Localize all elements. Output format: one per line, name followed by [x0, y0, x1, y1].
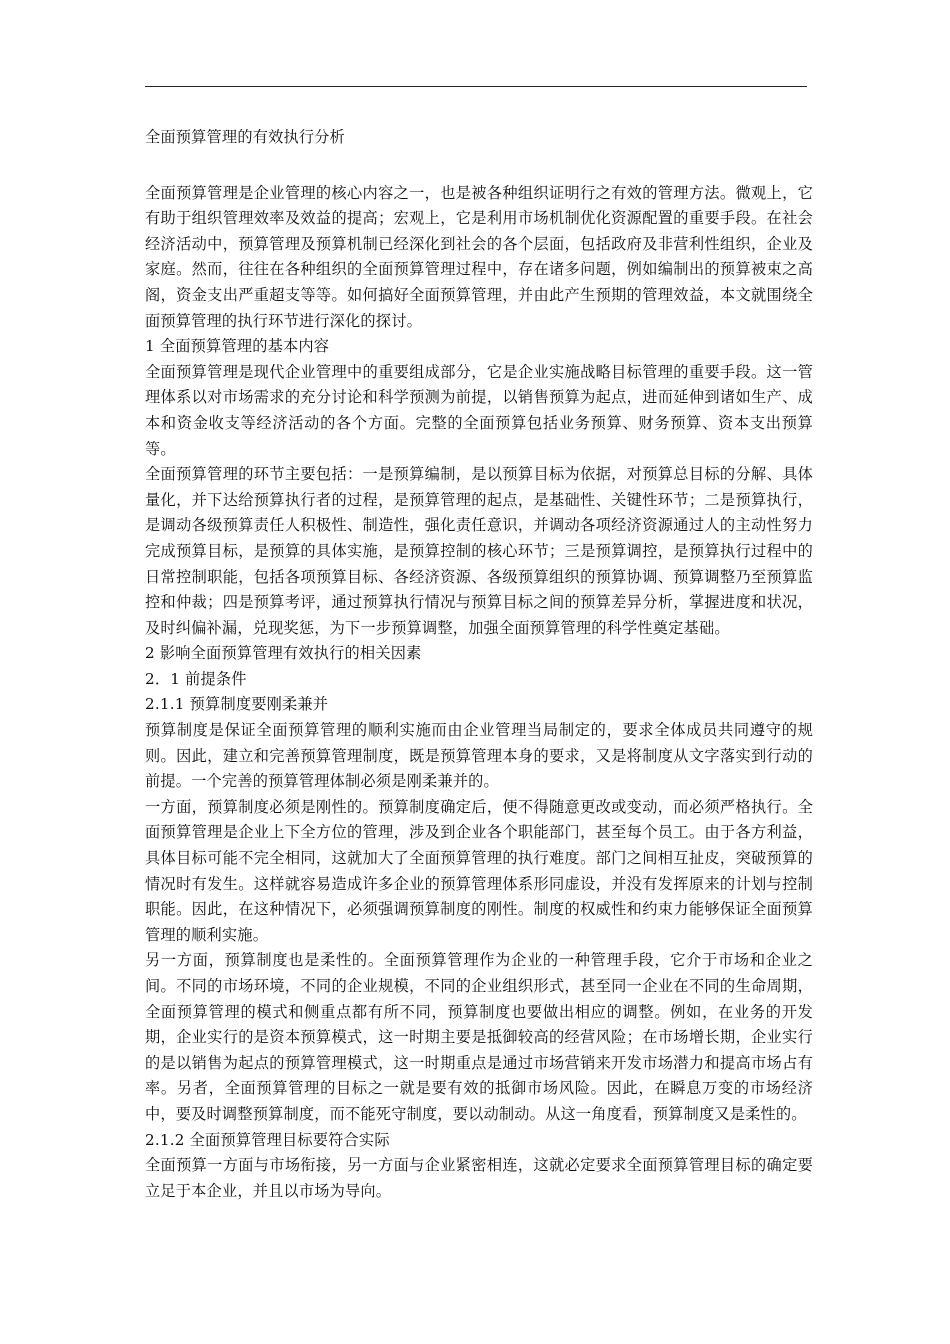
- paragraph-2-1-1-c: 另一方面，预算制度也是柔性的。全面预算管理作为企业的一种管理手段，它介于市场和企业之间。不同的市场环境，不同的企业规模，不同的企业组织形式，甚至同一企业在不同的生命周期，全面预算管理的模式和侧重点都有所不同，预算制度也要做出相应的调整。例如，在业务的开发期，企业实行的是资本预算模式，这一时期主要是抵御较高的经营风险；在市场增长期，企业实行的是以销售为起点的预算管理模式，这一时期重点是通过市场营销来开发市场潜力和提高市场占有率。另者，全面预算管理的目标之一就是要有效的抵御市场风险。因此，在瞬息万变的市场经济中，要及时调整预算制度，而不能死守制度，要以动制动。从这一角度看，预算制度又是柔性的。: [145, 951, 813, 1123]
- section-heading-2: 2 影响全面预算管理有效执行的相关因素: [145, 644, 422, 663]
- document-body: [145, 125, 813, 1204]
- section-heading-1: 1 全面预算管理的基本内容: [145, 337, 330, 356]
- subsection-heading-2-1: 2．1 前提条件: [145, 669, 247, 688]
- subsection-heading-2-1-2: 2.1.2 全面预算管理目标要符合实际: [145, 1130, 390, 1149]
- header-rule: [145, 86, 807, 87]
- paragraph-intro: 全面预算管理是企业管理的核心内容之一，也是被各种组织证明行之有效的管理方法。微观上，它有助于组织管理效率及效益的提高；宏观上，它是利用市场机制优化资源配置的重要手段。在社会经济活动中，预算管理及预算机制已经深化到社会的各个层面，包括政府及非营利性组织，企业及家庭。然而，往往在各种组织的全面预算管理过程中，存在诸多问题，例如编制出的预算被束之高阁，资金支出严重超支等等。如何搞好全面预算管理，并由此产生预期的管理效益，本文就围绕全面预算管理的执行环节进行深化的探讨。: [145, 183, 813, 330]
- paragraph-2-1-1-b: 一方面，预算制度必须是刚性的。预算制度确定后，便不得随意更改或变动，而必须严格执行。全面预算管理是企业上下全方位的管理，涉及到企业各个职能部门，甚至每个员工。由于各方利益，具体目标可能不完全相同，这就加大了全面预算管理的执行难度。部门之间相互扯皮，突破预算的情况时有发生。这样就容易造成许多企业的预算管理体系形同虚设，并没有发挥原来的计划与控制职能。因此，在这种情况下，必须强调预算制度的刚性。制度的权威性和约束力能够保证全面预算管理的顺利实施。: [145, 797, 813, 944]
- paragraph-1-2: 全面预算管理的环节主要包括：一是预算编制，是以预算目标为依据，对预算总目标的分解、具体量化，并下达给预算执行者的过程，是预算管理的起点，是基础性、关键性环节；二是预算执行，是调动各级预算责任人积极性、制造性，强化责任意识，并调动各项经济资源通过人的主动性努力完成预算目标，是预算的具体实施，是预算控制的核心环节；三是预算调控，是预算执行过程中的日常控制职能，包括各项预算目标、各经济资源、各级预算组织的预算协调、预算调整乃至预算监控和仲裁；四是预算考评，通过预算执行情况与预算目标之间的预算差异分析，掌握进度和状况，及时纠偏补漏，兑现奖惩，为下一步预算调整，加强全面预算管理的科学性奠定基础。: [145, 465, 813, 637]
- subsection-heading-2-1-1: 2.1.1 预算制度要刚柔兼并: [145, 695, 329, 714]
- paragraph-2-1-1-a: 预算制度是保证全面预算管理的顺利实施而由企业管理当局制定的，要求全体成员共同遵守的规则。因此，建立和完善预算管理制度，既是预算管理本身的要求，又是将制度从文字落实到行动的前提。一个完善的预算管理体制必须是刚柔兼并的。: [145, 721, 813, 791]
- paragraph-1-1: 全面预算管理是现代企业管理中的重要组成部分，它是企业实施战略目标管理的重要手段。这一管理体系以对市场需求的充分讨论和科学预测为前提，以销售预算为起点，进而延伸到诸如生产、成本和资金收支等经济活动的各个方面。完整的全面预算包括业务预算、财务预算、资本支出预算等。: [145, 362, 813, 458]
- document-title: 全面预算管理的有效执行分析: [145, 128, 346, 146]
- paragraph-2-1-2: 全面预算一方面与市场衔接，另一方面与企业紧密相连，这就必定要求全面预算管理目标的确定要立足于本企业，并且以市场为导向。: [145, 1156, 813, 1200]
